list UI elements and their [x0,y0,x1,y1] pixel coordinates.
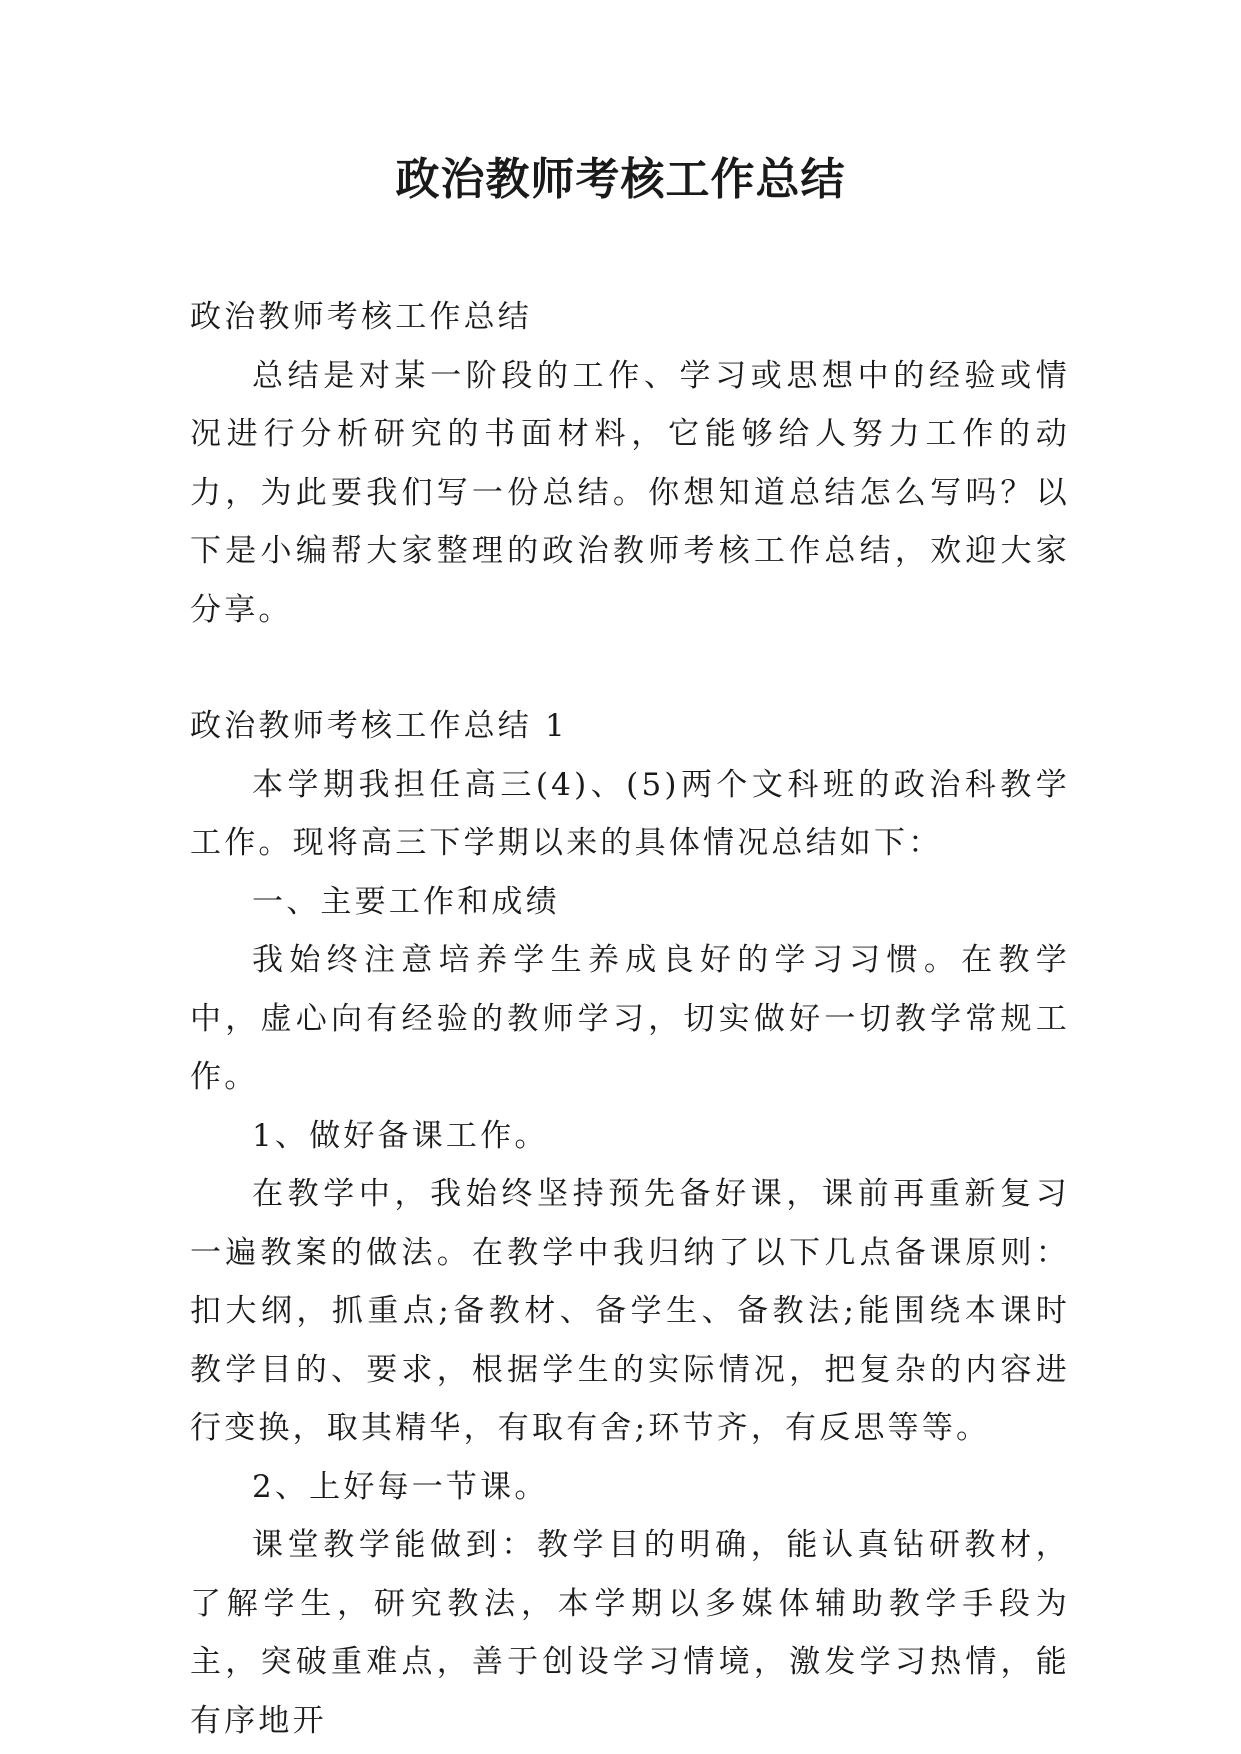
paragraph-spacer [190,639,1070,697]
paragraph: 2、上好每一节课。 [252,1468,549,1505]
section-heading: 政治教师考核工作总结 1 [190,708,568,744]
paragraph: 一、主要工作和成绩 [252,883,560,920]
paragraph: 课堂教学能做到：教学目的明确，能认真钻研教材，了解学生，研究教法，本学期以多媒体辅助教学手段为主，突破重难点，善于创设学习情境，激发学习热情，能有序地开 [190,1527,1070,1739]
document-title: 政治教师考核工作总结 [395,154,846,205]
intro-paragraph: 总结是对某一阶段的工作、学习或思想中的经验或情况进行分析研究的书面材料，它能够给人努力工作的动力，为此要我们写一份总结。你想知道总结怎么写吗？以下是小编帮大家整理的政治教师考核工作总结，欢迎大家分享。 [190,357,1070,628]
subtitle: 政治教师考核工作总结 [190,299,532,335]
document-body [190,288,1070,1750]
paragraph: 本学期我担任高三(4)、(5)两个文科班的政治科教学工作。现将高三下学期以来的具体情况总结如下： [190,766,1070,861]
paragraph: 我始终注意培养学生养成良好的学习习惯。在教学中，虚心向有经验的教师学习，切实做好一切教学常规工作。 [190,942,1070,1095]
paragraph: 1、做好备课工作。 [252,1117,549,1154]
paragraph: 在教学中，我始终坚持预先备好课，课前再重新复习一遍教案的做法。在教学中我归纳了以下几点备课原则：扣大纲，抓重点;备教材、备学生、备教法;能围绕本课时教学目的、要求，根据学生的实际情况，把复杂的内容进行变换，取其精华，有取有舍;环节齐，有反思等等。 [190,1176,1070,1446]
